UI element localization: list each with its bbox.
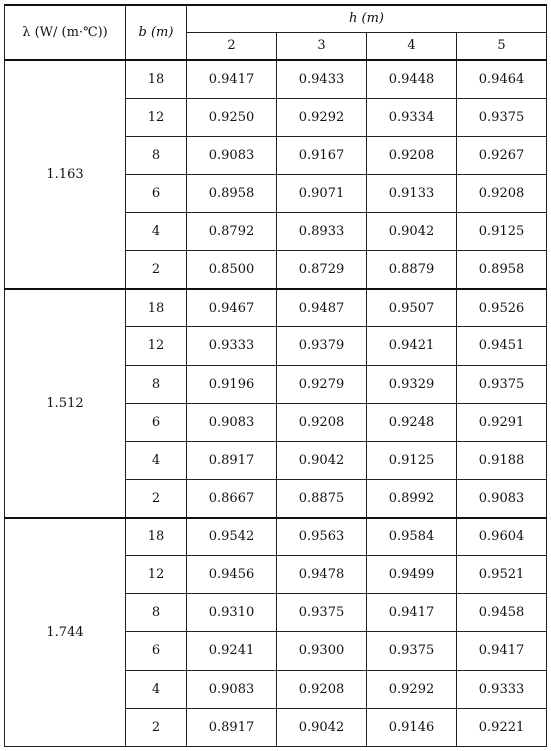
value-cell: 0.8875 bbox=[277, 479, 367, 517]
h-value-header: 2 bbox=[187, 32, 277, 60]
value-cell: 0.9417 bbox=[367, 594, 457, 632]
value-cell: 0.9526 bbox=[457, 289, 547, 327]
value-cell: 0.9499 bbox=[367, 556, 457, 594]
value-cell: 0.9521 bbox=[457, 556, 547, 594]
b-cell: 6 bbox=[126, 174, 187, 212]
h-value-header: 5 bbox=[457, 32, 547, 60]
value-cell: 0.9417 bbox=[457, 632, 547, 670]
value-cell: 0.9188 bbox=[457, 441, 547, 479]
value-cell: 0.8992 bbox=[367, 479, 457, 517]
value-cell: 0.9375 bbox=[277, 594, 367, 632]
b-cell: 8 bbox=[126, 365, 187, 403]
value-cell: 0.9375 bbox=[457, 365, 547, 403]
value-cell: 0.9379 bbox=[277, 327, 367, 365]
table-row bbox=[5, 60, 547, 98]
value-cell: 0.9221 bbox=[457, 708, 547, 746]
value-cell: 0.8500 bbox=[187, 251, 277, 289]
value-cell: 0.9208 bbox=[277, 403, 367, 441]
value-cell: 0.9421 bbox=[367, 327, 457, 365]
value-cell: 0.9196 bbox=[187, 365, 277, 403]
b-cell: 6 bbox=[126, 403, 187, 441]
value-cell: 0.9083 bbox=[187, 403, 277, 441]
value-cell: 0.9071 bbox=[277, 174, 367, 212]
value-cell: 0.9448 bbox=[367, 60, 457, 98]
value-cell: 0.8958 bbox=[457, 251, 547, 289]
lambda-header: λ (W/ (m·℃)) bbox=[5, 5, 126, 60]
value-cell: 0.9208 bbox=[367, 136, 457, 174]
value-cell: 0.9083 bbox=[457, 479, 547, 517]
value-cell: 0.8729 bbox=[277, 251, 367, 289]
value-cell: 0.9464 bbox=[457, 60, 547, 98]
value-cell: 0.8917 bbox=[187, 708, 277, 746]
value-cell: 0.9279 bbox=[277, 365, 367, 403]
b-cell: 2 bbox=[126, 708, 187, 746]
value-cell: 0.9584 bbox=[367, 518, 457, 556]
b-cell: 4 bbox=[126, 213, 187, 251]
b-cell: 18 bbox=[126, 60, 187, 98]
value-cell: 0.9333 bbox=[187, 327, 277, 365]
value-cell: 0.9310 bbox=[187, 594, 277, 632]
h-header bbox=[187, 5, 547, 32]
value-cell: 0.9433 bbox=[277, 60, 367, 98]
value-cell: 0.9292 bbox=[367, 670, 457, 708]
b-cell: 18 bbox=[126, 289, 187, 327]
lambda-cell: 1.512 bbox=[5, 289, 126, 518]
value-cell: 0.9487 bbox=[277, 289, 367, 327]
value-cell: 0.9133 bbox=[367, 174, 457, 212]
value-cell: 0.9146 bbox=[367, 708, 457, 746]
b-cell: 12 bbox=[126, 98, 187, 136]
lambda-cell: 1.744 bbox=[5, 518, 126, 747]
value-cell: 0.8667 bbox=[187, 479, 277, 517]
value-cell: 0.9208 bbox=[277, 670, 367, 708]
value-cell: 0.9250 bbox=[187, 98, 277, 136]
value-cell: 0.9458 bbox=[457, 594, 547, 632]
b-cell: 2 bbox=[126, 479, 187, 517]
value-cell: 0.9375 bbox=[367, 632, 457, 670]
value-cell: 0.9334 bbox=[367, 98, 457, 136]
b-cell: 18 bbox=[126, 518, 187, 556]
value-cell: 0.9292 bbox=[277, 98, 367, 136]
value-cell: 0.9417 bbox=[187, 60, 277, 98]
value-cell: 0.8879 bbox=[367, 251, 457, 289]
b-cell: 4 bbox=[126, 441, 187, 479]
value-cell: 0.9083 bbox=[187, 670, 277, 708]
b-header bbox=[126, 5, 187, 60]
value-cell: 0.8917 bbox=[187, 441, 277, 479]
b-cell: 6 bbox=[126, 632, 187, 670]
value-cell: 0.9248 bbox=[367, 403, 457, 441]
value-cell: 0.9478 bbox=[277, 556, 367, 594]
value-cell: 0.9507 bbox=[367, 289, 457, 327]
b-cell: 8 bbox=[126, 136, 187, 174]
value-cell: 0.8792 bbox=[187, 213, 277, 251]
value-cell: 0.9083 bbox=[187, 136, 277, 174]
table-body bbox=[5, 60, 547, 747]
b-cell: 12 bbox=[126, 327, 187, 365]
b-cell: 8 bbox=[126, 594, 187, 632]
value-cell: 0.9300 bbox=[277, 632, 367, 670]
value-cell: 0.9604 bbox=[457, 518, 547, 556]
value-cell: 0.9208 bbox=[457, 174, 547, 212]
value-cell: 0.9333 bbox=[457, 670, 547, 708]
value-cell: 0.9241 bbox=[187, 632, 277, 670]
value-cell: 0.9267 bbox=[457, 136, 547, 174]
value-cell: 0.9456 bbox=[187, 556, 277, 594]
value-cell: 0.9451 bbox=[457, 327, 547, 365]
value-cell: 0.9042 bbox=[277, 441, 367, 479]
value-cell: 0.9125 bbox=[367, 441, 457, 479]
h-header-label: h (m) bbox=[349, 11, 385, 27]
value-cell: 0.9042 bbox=[367, 213, 457, 251]
b-cell: 4 bbox=[126, 670, 187, 708]
b-cell: 2 bbox=[126, 251, 187, 289]
value-cell: 0.9167 bbox=[277, 136, 367, 174]
b-header-label: b (m) bbox=[138, 25, 174, 40]
lambda-cell: 1.163 bbox=[5, 60, 126, 289]
value-cell: 0.9329 bbox=[367, 365, 457, 403]
value-cell: 0.9467 bbox=[187, 289, 277, 327]
table-row bbox=[5, 289, 547, 327]
table-row bbox=[5, 518, 547, 556]
h-value-header: 3 bbox=[277, 32, 367, 60]
value-cell: 0.9542 bbox=[187, 518, 277, 556]
value-cell: 0.9563 bbox=[277, 518, 367, 556]
value-cell: 0.8933 bbox=[277, 213, 367, 251]
value-cell: 0.9042 bbox=[277, 708, 367, 746]
value-cell: 0.8958 bbox=[187, 174, 277, 212]
value-cell: 0.9125 bbox=[457, 213, 547, 251]
b-cell: 12 bbox=[126, 556, 187, 594]
value-cell: 0.9375 bbox=[457, 98, 547, 136]
value-cell: 0.9291 bbox=[457, 403, 547, 441]
data-table bbox=[4, 4, 547, 747]
h-value-header: 4 bbox=[367, 32, 457, 60]
